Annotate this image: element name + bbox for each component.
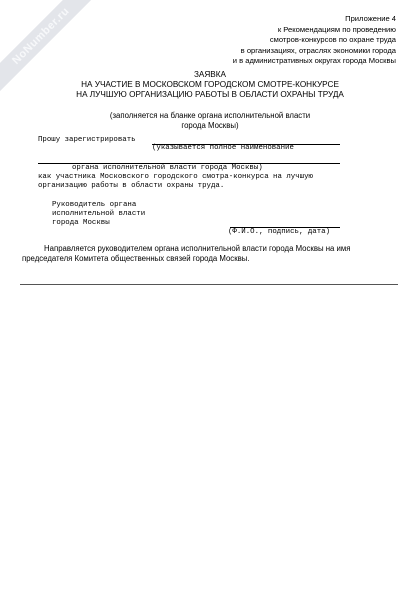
signature-hint: (Ф.И.О., подпись, дата) (228, 228, 331, 236)
request-label: Прошу зарегистрировать (38, 136, 136, 144)
doc-title-line3: НА ЛУЧШУЮ ОРГАНИЗАЦИЮ РАБОТЫ В ОБЛАСТИ ОХРАНЫ ТРУДА (76, 90, 344, 99)
head-label-3: города Москвы (52, 219, 110, 227)
head-label-2: исполнительной власти (52, 210, 146, 218)
doc-title-line2: НА УЧАСТИЕ В МОСКОВСКОМ ГОРОДСКОМ СМОТРЕ-КОНКУРСЕ (81, 80, 339, 89)
full-name-hint: (указывается полное наименование (152, 144, 294, 152)
appendix-line: смотров-конкурсов по охране труда (269, 35, 396, 45)
footer-note-2: председателя Комитета общественных связей города Москвы. (22, 254, 250, 263)
participant-text: как участника Московского городского смотра-конкурса на лучшую (38, 173, 313, 181)
footer-note: Направляется руководителем органа исполнительной власти города Москвы на имя (44, 244, 351, 253)
fill-note: (заполняется на бланке органа исполнительной власти (109, 111, 311, 120)
appendix-line: и в административных округах города Москвы (232, 56, 396, 66)
appendix-line: Приложение 4 (345, 14, 396, 23)
head-label: Руководитель органа (52, 201, 137, 209)
watermark-ribbon: NoNumber.ru (0, 0, 101, 96)
bottom-divider (20, 284, 398, 285)
appendix-line: к Рекомендациям по проведению (277, 24, 396, 34)
appendix-block (156, 14, 396, 67)
fill-note-line2: города Москвы) (181, 121, 239, 130)
participant-text-2: организацию работы в области охраны труда. (38, 182, 225, 190)
doc-title: ЗАЯВКА (193, 70, 226, 79)
org-hint: органа исполнительной власти города Москвы) (72, 164, 263, 172)
appendix-line: в организациях, отраслях экономики города (240, 45, 396, 55)
